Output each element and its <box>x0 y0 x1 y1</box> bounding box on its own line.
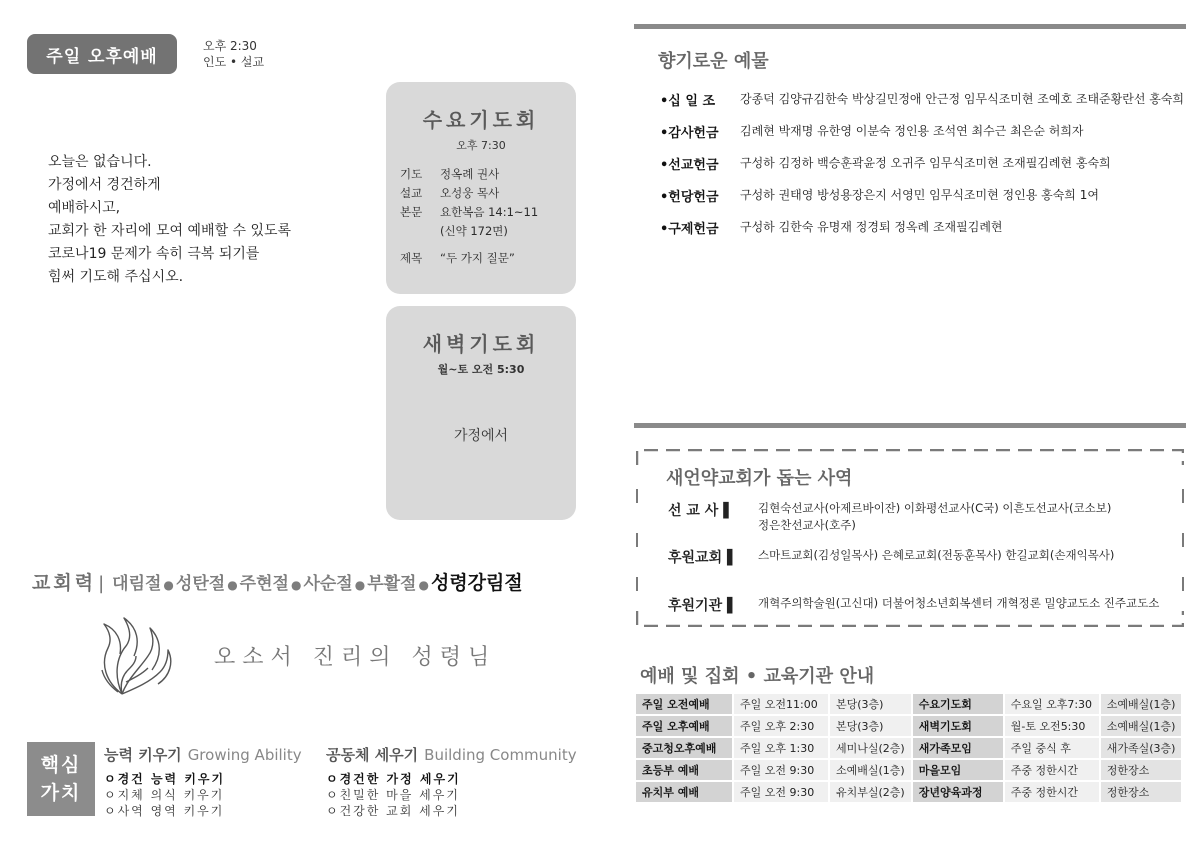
bullet-icon: ● <box>418 578 429 592</box>
row-key: 본문 <box>400 205 423 219</box>
top-divider <box>634 24 1186 29</box>
dawn-place: 가정에서 <box>453 428 509 444</box>
message-line: 가정에서 경건하게 <box>48 177 161 193</box>
service-place: 새가족실(3층) <box>1101 738 1182 758</box>
calendar-season: 성탄절 <box>175 574 226 594</box>
wednesday-row <box>400 165 576 184</box>
core-value-item: ㅇ경건 능력 키우기 <box>104 772 226 786</box>
core-value-item: ㅇ사역 영역 키우기 <box>104 804 225 818</box>
row-key <box>400 222 440 241</box>
service-place: 정한장소 <box>1101 760 1182 780</box>
service-place: 유치부실(2층) <box>830 782 911 802</box>
wednesday-row <box>400 184 576 203</box>
services-title: 예배 및 집회 • 교육기관 안내 <box>640 666 875 687</box>
core-label-line: 핵심 <box>40 754 82 776</box>
service-place: 본당(3층) <box>830 694 911 714</box>
core-value-items <box>326 771 577 819</box>
sunday-afternoon-time: 오후 2:30 <box>203 39 257 53</box>
dawn-title: 새벽기도회 <box>422 332 540 356</box>
bullet-icon: ● <box>227 578 238 592</box>
offering-names: 김례현 박재명 유한영 이분숙 정인용 조석연 최수근 최은순 허희자 <box>740 124 1084 138</box>
core-value-item: ㅇ친밀한 마을 세우기 <box>326 788 460 802</box>
core-value-group <box>326 744 577 819</box>
offering-type: •헌당헌금 <box>660 190 719 205</box>
offering-names: 구성하 권태영 방성용장은지 서영민 임무식조미현 정인용 홍숙희 1여 <box>740 188 1099 202</box>
service-name: 주일 오후예배 <box>636 716 732 736</box>
service-name: 장년양육과정 <box>913 782 1003 802</box>
service-time: 월-토 오전5:30 <box>1005 716 1099 736</box>
bullet-icon: ● <box>290 578 302 592</box>
service-place: 본당(3층) <box>830 716 911 736</box>
services-table <box>634 692 1183 804</box>
core-values-label <box>27 742 95 816</box>
service-time: 주일 오후 2:30 <box>734 716 828 736</box>
service-row <box>636 694 1181 714</box>
service-place: 세미나실(2층) <box>830 738 911 758</box>
service-name: 주일 오전예배 <box>636 694 732 714</box>
service-row <box>636 738 1181 758</box>
wednesday-prayer-box <box>386 82 576 294</box>
sunday-afternoon-info <box>203 38 264 70</box>
sunday-afternoon-leader: 인도 • 설교 <box>203 55 265 69</box>
calendar-season: 주현절 <box>239 574 289 594</box>
ministry-row <box>668 547 1114 567</box>
offering-row <box>660 90 1190 122</box>
core-value-title <box>326 744 577 765</box>
service-row <box>636 782 1181 802</box>
ministry-line: 개혁주의학술원(고신대) 더불어청소년회복센터 개혁정론 밀양교도소 진주교도소 <box>758 596 1160 610</box>
calendar-season: 대림절 <box>112 574 162 594</box>
row-value: 오성웅 목사 <box>440 186 500 200</box>
service-place: 소예배실(1층) <box>1101 716 1182 736</box>
wednesday-title: 수요기도회 <box>422 108 540 132</box>
wednesday-row <box>400 249 576 268</box>
ministry-row <box>668 595 1159 615</box>
ministry-line: 김현숙선교사(아제르바이잔) 이화평선교사(C국) 이흔도선교사(코소보) <box>758 501 1112 515</box>
service-place: 소예배실(1층) <box>1101 694 1182 714</box>
offering-type: •감사헌금 <box>660 126 719 141</box>
core-label-line: 가치 <box>40 782 82 804</box>
service-place: 소예배실(1층) <box>830 760 911 780</box>
core-value-group <box>104 744 302 819</box>
offering-names: 구성하 김한숙 유명재 정경퇴 정옥례 조재필김례현 <box>740 220 1003 234</box>
offering-row <box>660 218 1190 250</box>
offering-type: •구제헌금 <box>660 222 719 237</box>
ministry-line: 정은찬선교사(호주) <box>758 518 856 532</box>
service-place: 정한장소 <box>1101 782 1182 802</box>
offering-names: 구성하 김정하 백승훈곽윤정 오귀주 임무식조미현 조재필김례현 홍숙희 <box>740 156 1111 170</box>
message-line: 힘써 기도해 주십시오. <box>48 269 184 285</box>
row-value: 정옥례 권사 <box>440 167 500 181</box>
bullet-icon: ● <box>354 578 366 592</box>
service-name: 유치부 예배 <box>636 782 732 802</box>
service-name: 수요기도회 <box>913 694 1003 714</box>
sunday-afternoon-service-label: 주일 오후예배 <box>27 34 177 74</box>
service-time: 주중 정한시간 <box>1005 782 1099 802</box>
message-line: 코로나19 문제가 속히 극복 되기를 <box>48 246 260 262</box>
service-name: 새벽기도회 <box>913 716 1003 736</box>
core-value-title-en: Growing Ability <box>187 746 302 764</box>
row-value: 요한복음 14:1~11 <box>440 205 539 219</box>
service-row <box>636 760 1181 780</box>
core-value-title-en: Building Community <box>424 746 577 764</box>
season-theme-title: 오소서 진리의 성령님 <box>214 645 497 670</box>
offering-row <box>660 122 1190 154</box>
offering-row <box>660 154 1190 186</box>
message-line: 오늘은 없습니다. <box>48 154 152 170</box>
service-name: 초등부 예배 <box>636 760 732 780</box>
offerings-list <box>660 90 1190 250</box>
row-key: 제목 <box>400 251 423 265</box>
offerings-title: 향기로운 예물 <box>658 51 769 72</box>
service-time: 주일 오후 1:30 <box>734 738 828 758</box>
ministries-title: 새언약교회가 돕는 사역 <box>666 468 853 489</box>
service-name: 중고청오후예배 <box>636 738 732 758</box>
calendar-season: 부활절 <box>367 574 417 594</box>
wednesday-row <box>400 222 576 241</box>
row-key: 기도 <box>400 167 423 181</box>
service-name: 새가족모임 <box>913 738 1003 758</box>
core-value-items <box>104 771 302 819</box>
ministry-line: 스마트교회(김성일목사) 은혜로교회(전동훈목사) 한길교회(손재익목사) <box>758 548 1115 562</box>
core-value-title-ko: 능력 키우기 <box>104 746 182 764</box>
bullet-icon: ● <box>163 578 174 592</box>
service-row <box>636 716 1181 736</box>
core-value-item: ㅇ건강한 교회 세우기 <box>326 804 460 818</box>
offering-row <box>660 186 1190 218</box>
wednesday-time: 오후 7:30 <box>456 139 506 152</box>
dawn-prayer-box <box>386 306 576 520</box>
ministry-type: 후원교회 ▌ <box>668 550 738 566</box>
service-time: 주일 오전11:00 <box>734 694 828 714</box>
dawn-time: 월~토 오전 5:30 <box>437 363 525 376</box>
wednesday-details <box>400 165 576 268</box>
offering-type: •선교헌금 <box>660 158 719 173</box>
offering-names: 강종덕 김양규김한숙 박상길민정애 안근정 임무식조미현 조예호 조태준황란선 홍숙희 <box>740 92 1185 106</box>
wednesday-row <box>400 203 576 222</box>
calendar-divider: | <box>98 573 105 594</box>
notice-message <box>48 151 291 289</box>
service-time: 주일 오전 9:30 <box>734 760 828 780</box>
calendar-label: 교회력 <box>32 572 97 594</box>
core-value-title <box>104 744 302 765</box>
church-calendar <box>32 568 523 595</box>
ministry-names <box>758 547 1114 567</box>
row-value: “두 가지 질문” <box>440 251 515 265</box>
ministry-names <box>758 500 1111 534</box>
message-line: 교회가 한 자리에 모여 예배할 수 있도록 <box>48 223 292 239</box>
core-value-title-ko: 공동체 세우기 <box>326 746 419 764</box>
ministry-type: 후원기관 ▌ <box>668 598 738 614</box>
message-line: 예배하시고, <box>48 200 121 216</box>
service-time: 주중 정한시간 <box>1005 760 1099 780</box>
row-value: (신약 172면) <box>440 224 508 238</box>
service-time: 수요일 오후7:30 <box>1005 694 1099 714</box>
offering-type: •십 일 조 <box>660 94 716 109</box>
core-value-item: ㅇ지체 의식 키우기 <box>104 788 225 802</box>
core-value-item: ㅇ경건한 가정 세우기 <box>326 772 461 786</box>
row-key: 설교 <box>400 186 423 200</box>
service-time: 주일 중식 후 <box>1005 738 1099 758</box>
service-time: 주일 오전 9:30 <box>734 782 828 802</box>
dove-flame-icon <box>92 612 176 698</box>
ministry-row <box>668 500 1111 534</box>
service-name: 마을모임 <box>913 760 1003 780</box>
ministry-type: 선 교 사 ▌ <box>668 503 734 519</box>
middle-divider <box>634 423 1186 428</box>
current-season: 성령강림절 <box>430 572 523 594</box>
ministry-names <box>758 595 1159 615</box>
calendar-season: 사순절 <box>303 574 353 594</box>
